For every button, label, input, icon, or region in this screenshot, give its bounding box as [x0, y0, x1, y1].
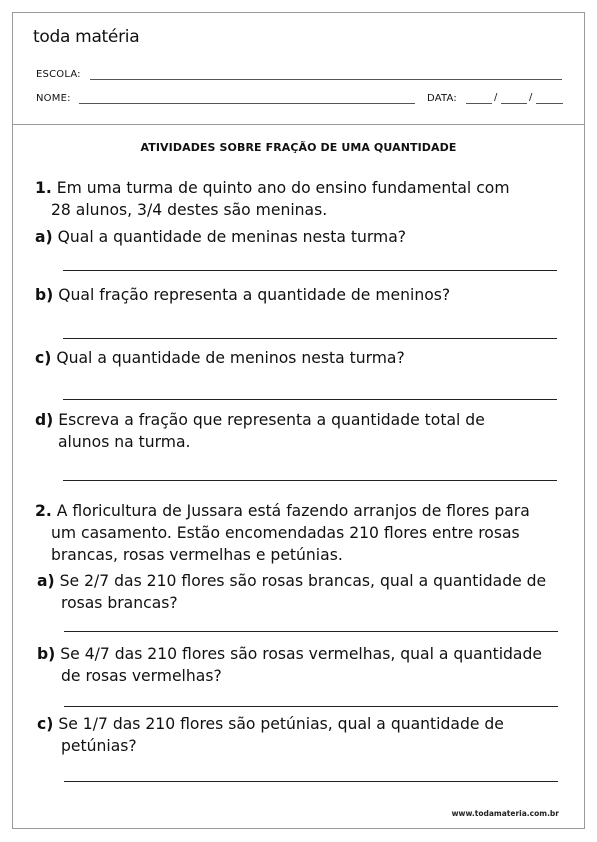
item-text: Escreva a fração que representa a quantidade total de — [58, 411, 485, 429]
date-month-field[interactable] — [501, 103, 527, 104]
name-label: NOME: — [36, 93, 71, 104]
date-year-field[interactable] — [536, 103, 563, 104]
item-1d — [35, 409, 485, 431]
question-number: 1. — [35, 179, 52, 197]
brand-logo: toda matéria — [33, 27, 140, 47]
item-text: Qual a quantidade de meninos nesta turma? — [56, 349, 405, 367]
answer-line-1c[interactable] — [63, 399, 557, 400]
item-text: Se 4/7 das 210 flores são rosas vermelhas, qual a quantidade — [60, 645, 542, 663]
item-2c-cont: petúnias? — [61, 737, 137, 755]
question-number: 2. — [35, 502, 52, 520]
item-text: Se 2/7 das 210 flores são rosas brancas, qual a quantidade de — [59, 572, 547, 590]
question-line: Em uma turma de quinto ano do ensino fundamental com — [56, 179, 510, 197]
question-2-text-cont: um casamento. Estão encomendadas 210 flores entre rosas — [51, 524, 520, 542]
item-1a — [35, 226, 406, 248]
item-letter: a) — [37, 572, 55, 590]
item-letter: c) — [35, 349, 52, 367]
answer-line-1b[interactable] — [63, 338, 557, 339]
item-2b-cont: de rosas vermelhas? — [61, 667, 222, 685]
item-letter: b) — [35, 286, 54, 304]
answer-line-2b[interactable] — [64, 706, 558, 707]
item-letter: d) — [35, 411, 54, 429]
item-1c — [35, 347, 405, 369]
item-text: Se 1/7 das 210 flores são petúnias, qual a quantidade de — [58, 715, 504, 733]
item-text: Qual fração representa a quantidade de meninos? — [58, 286, 451, 304]
item-1b — [35, 284, 450, 306]
worksheet-page — [12, 12, 585, 829]
answer-line-1d[interactable] — [63, 480, 557, 481]
name-field[interactable] — [79, 103, 415, 104]
question-line: A floricultura de Jussara está fazendo arranjos de flores para — [56, 502, 530, 520]
worksheet-header — [13, 13, 584, 125]
item-1d-cont: alunos na turma. — [58, 433, 191, 451]
item-letter: c) — [37, 715, 54, 733]
question-1-text-cont: 28 alunos, 3/4 destes são meninas. — [51, 201, 328, 219]
question-1-text — [35, 177, 510, 199]
item-2c — [37, 713, 504, 735]
item-2a — [37, 570, 546, 592]
question-2-text — [35, 500, 530, 522]
date-day-field[interactable] — [466, 103, 492, 104]
school-field[interactable] — [90, 79, 562, 80]
answer-line-1a[interactable] — [63, 270, 557, 271]
item-letter: a) — [35, 228, 53, 246]
answer-line-2c[interactable] — [64, 781, 558, 782]
footer-website: www.todamateria.com.br — [451, 809, 559, 818]
date-separator: / — [529, 92, 533, 103]
item-text: Qual a quantidade de meninas nesta turma? — [57, 228, 407, 246]
item-2a-cont: rosas brancas? — [61, 594, 178, 612]
worksheet-title: ATIVIDADES SOBRE FRAÇÃO DE UMA QUANTIDADE — [140, 141, 457, 154]
date-separator: / — [494, 92, 498, 103]
question-2-text-cont: brancas, rosas vermelhas e petúnias. — [51, 546, 343, 564]
school-label: ESCOLA: — [36, 69, 81, 80]
date-label: DATA: — [427, 93, 457, 104]
answer-line-2a[interactable] — [64, 631, 558, 632]
item-2b — [37, 643, 542, 665]
item-letter: b) — [37, 645, 56, 663]
